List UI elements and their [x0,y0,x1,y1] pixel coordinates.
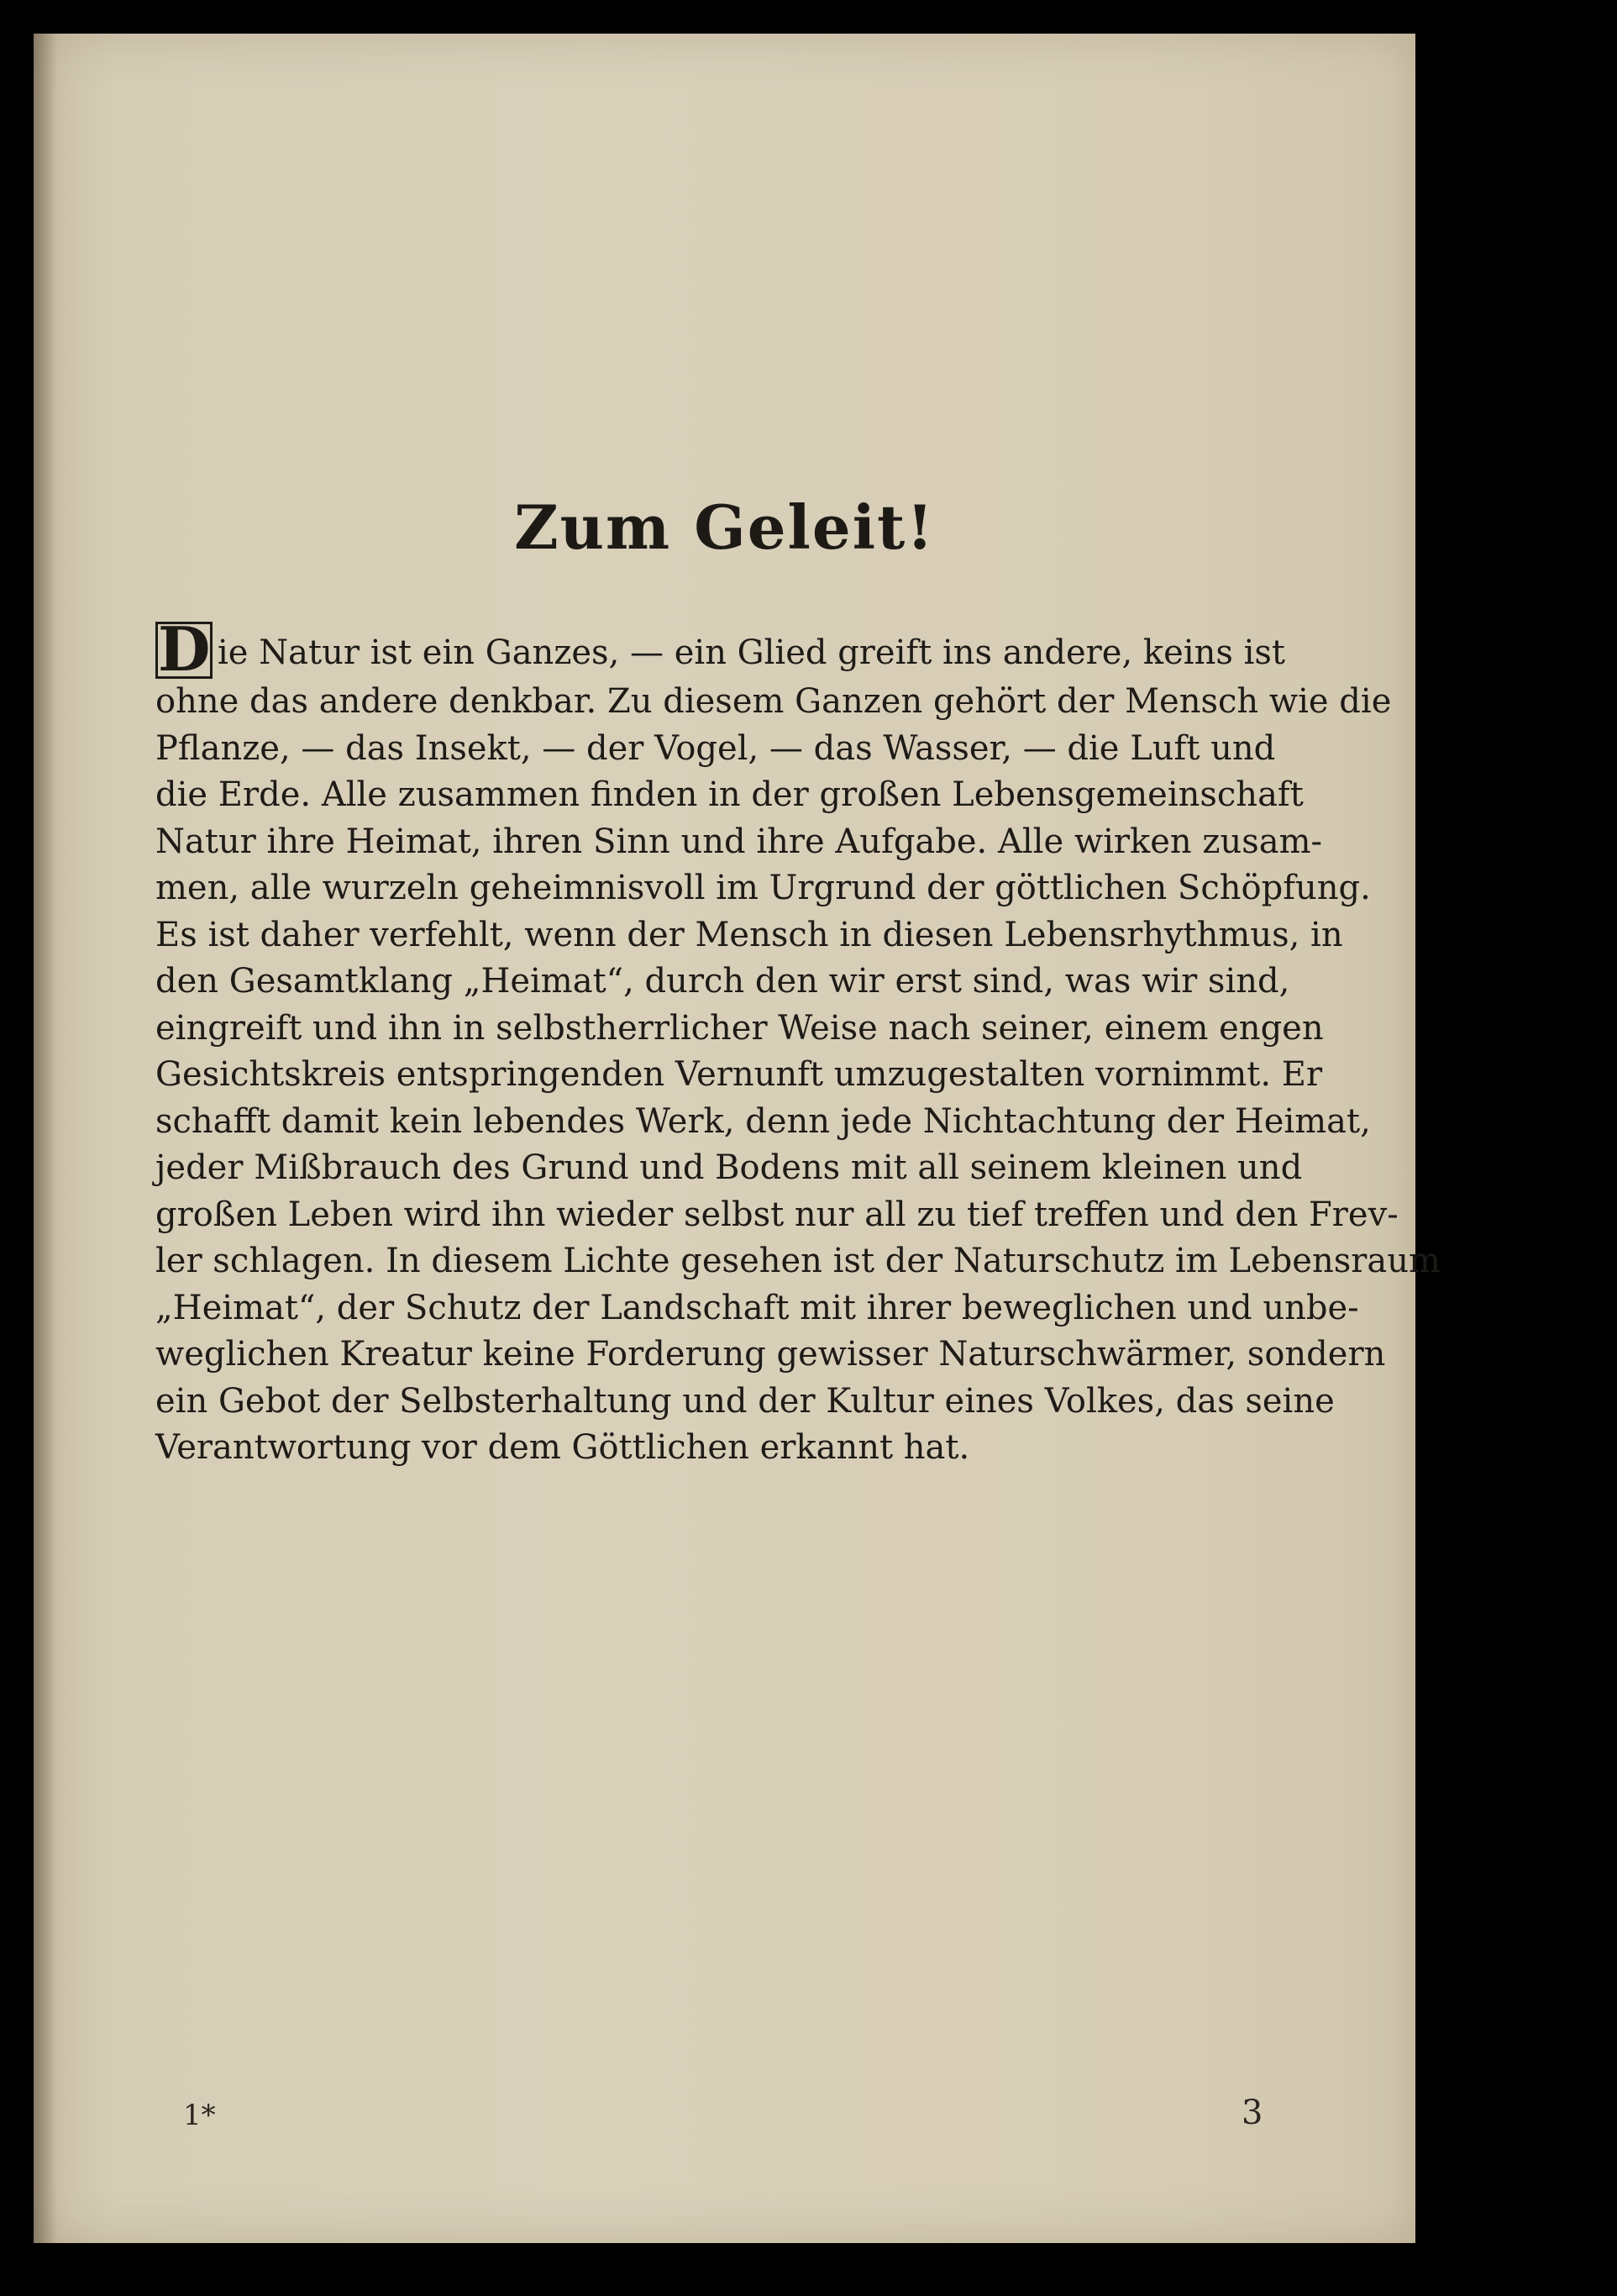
spine-shadow [34,34,57,2243]
text-line: die Erde. Alle zusammen finden in der großen Lebensgemeinschaft [155,775,1304,814]
drop-cap-initial: D [155,622,213,679]
text-line: großen Leben wird ihn wieder selbst nur all zu tief treffen und den Frev- [155,1195,1399,1234]
text-line: ler schlagen. In diesem Lichte gesehen ist der Naturschutz im Lebensraum [155,1242,1441,1280]
text-line: ein Gebot der Selbsterhaltung und der Kultur eines Volkes, das seine [155,1381,1335,1421]
text-line-content: ie Natur ist ein Ganzes, — ein Glied greift ins andere, keins ist [218,633,1285,672]
text-line: Es ist daher verfehlt, wenn der Mensch in diesen Lebensrhythmus, in [155,915,1343,954]
text-line: ohne das andere denkbar. Zu diesem Ganzen gehört der Mensch wie die [155,682,1392,721]
text-line: Verantwortung vor dem Göttlichen erkannt hat. [155,1428,970,1467]
text-line: Pflanze, — das Insekt, — der Vogel, — das Wasser, — die Luft und [155,728,1276,768]
text-line: weglichen Kreatur keine Forderung gewisser Naturschwärmer, sondern [155,1335,1386,1374]
text-line: Natur ihre Heimat, ihren Sinn und ihre Aufgabe. Alle wirken zusam- [155,822,1323,861]
page-title: Zum Geleit! [514,491,935,563]
text-line: „Heimat“, der Schutz der Landschaft mit ihrer beweglichen und unbe- [155,1288,1359,1327]
text-line: schafft damit kein lebendes Werk, denn jede Nichtachtung der Heimat, [155,1101,1371,1141]
page-number: 3 [1242,2094,1263,2132]
text-line: men, alle wurzeln geheimnisvoll im Urgrund der göttlichen Schöpfung. [155,869,1371,907]
text-line: jeder Mißbrauch des Grund und Bodens mit all seinem kleinen und [155,1148,1303,1187]
text-line: Gesichtskreis entspringenden Vernunft umzugestalten vornimmt. Er [155,1055,1323,1094]
body-paragraph [155,613,1441,1472]
text-line: den Gesamtklang „Heimat“, durch den wir erst sind, was wir sind, [155,962,1290,1001]
signature-mark: 1* [183,2099,216,2132]
paper-sheet [34,34,1441,2243]
text-line: eingreift und ihn in selbstherrlicher Weise nach seiner, einem engen [155,1008,1324,1048]
text-line [155,613,1285,685]
